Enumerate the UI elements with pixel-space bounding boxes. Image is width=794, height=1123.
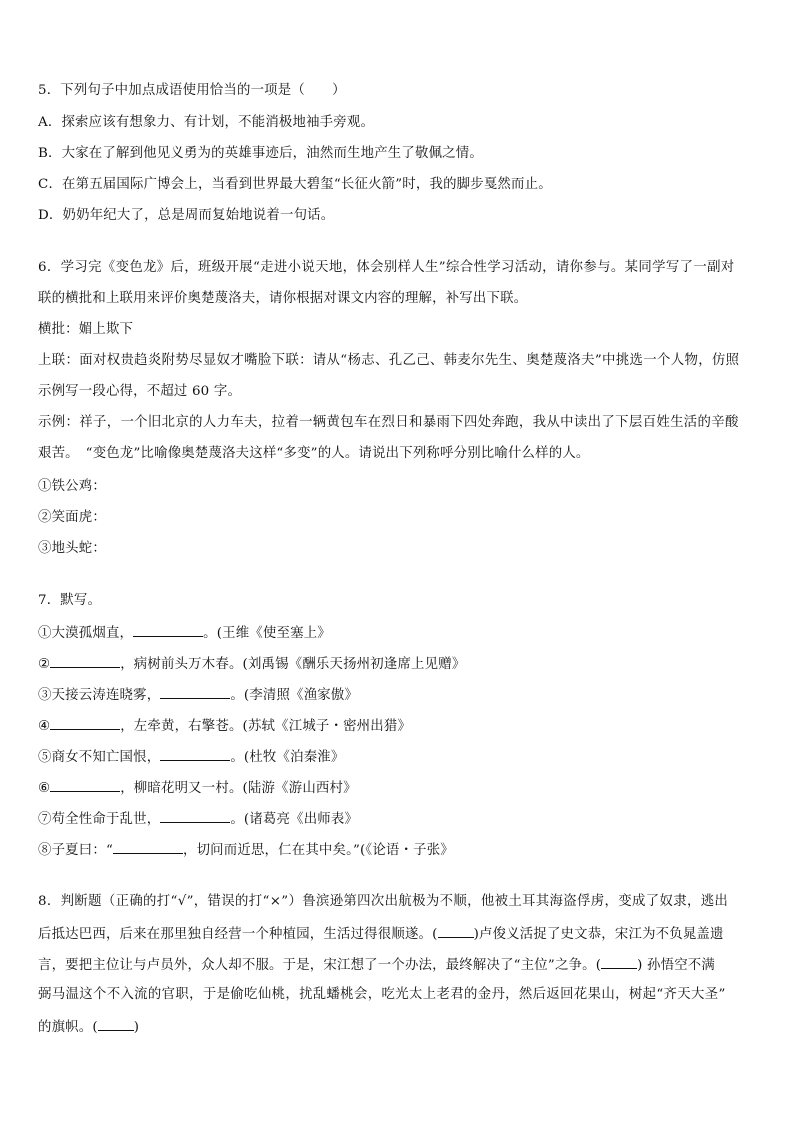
- q8-line-2: [38, 924, 760, 944]
- q7-item-8: [38, 840, 760, 860]
- q7-item-6: [38, 778, 760, 798]
- answer-blank[interactable]: [50, 778, 120, 792]
- q7-item-3-post: 。(李清照《渔家傲》: [230, 688, 359, 703]
- q7-stem: 7．默写。: [38, 593, 102, 608]
- q7-item-2: [38, 654, 760, 674]
- q6-line-1: 6．学习完《变色龙》后，班级开展“走进小说天地，体会别样人生”综合性学习活动，请你参与。某同学写了一副对: [38, 260, 735, 275]
- q6-line-10: ③地头蛇：: [38, 541, 106, 556]
- q6-line-8: ①铁公鸡：: [38, 479, 106, 494]
- q8-line-3-post: ) 孙悟空不满: [637, 958, 715, 973]
- answer-blank[interactable]: [50, 716, 120, 730]
- q6-line-6: 示例：祥子，一个旧北京的人力车夫，拉着一辆黄包车在烈日和暴雨下四处奔跑，我从中读出了下层百姓生活的辛酸: [38, 415, 739, 430]
- answer-blank[interactable]: [113, 840, 183, 854]
- q8-line-2-pre: 后抵达巴西，后来在那里独自经营一个种植园，生活过得很顺遂。(: [38, 927, 438, 942]
- q5-stem: 5．下列句子中加点成语使用恰当的一项是（ ）: [38, 83, 346, 98]
- q6-line-7: 艰苦。 “变色龙”比喻像奥楚蔑洛夫这样“多变”的人。请说出下列称呼分别比喻什么样的人。: [38, 446, 590, 461]
- q7-item-7-pre: ⑦苟全性命于乱世，: [38, 812, 161, 827]
- q8-line-3-pre: 言，要把主位让与卢员外，众人却不服。于是，宋江想了一个办法，最终解决了“主位”之争。(: [38, 958, 602, 973]
- q7-item-5-pre: ⑤商女不知亡国恨，: [38, 750, 161, 765]
- q7-item-1-post: 。(王维《使至塞上》: [203, 626, 331, 641]
- q8-line-5-post: ): [133, 1020, 140, 1035]
- q6-line-5: 示例写一段心得，不超过 60 字。: [38, 384, 242, 399]
- q7-item-8-pre: ⑧子夏曰：“: [38, 843, 113, 858]
- q6-line-3: 横批：媚上欺下: [38, 322, 134, 337]
- q5-option-c: C．在第五届国际广博会上，当看到世界最大碧玺“长征火箭”时，我的脚步戛然而止。: [38, 177, 552, 192]
- q8-line-3: [38, 955, 760, 975]
- q7-item-7-post: 。(诸葛亮《出师表》: [230, 812, 359, 827]
- q7-item-7: [38, 809, 760, 829]
- q7-item-8-post: ，切问而近思，仁在其中矣。”(《论语・子张》: [183, 843, 454, 858]
- answer-blank[interactable]: [438, 924, 474, 938]
- answer-blank[interactable]: [133, 623, 203, 637]
- q7-item-1-pre: ①大漠孤烟直，: [38, 626, 134, 641]
- answer-blank[interactable]: [160, 747, 230, 761]
- answer-blank[interactable]: [160, 685, 230, 699]
- q7-item-4-pre: ④: [38, 719, 51, 734]
- answer-blank[interactable]: [98, 1017, 134, 1031]
- q8-line-1: 8．判断题（正确的打“√”，错误的打“×”）鲁滨逊第四次出航极为不顺，他被土耳其海盗俘虏，变成了奴隶，逃出: [38, 894, 729, 909]
- q7-item-6-pre: ⑥: [38, 781, 51, 796]
- q8-line-4: 弼马温这个不入流的官职，于是偷吃仙桃，扰乱蟠桃会，吃光太上老君的金丹，然后返回花果山，树起“齐天大圣”: [38, 987, 726, 1002]
- q7-item-5-post: 。(杜牧《泊秦淮》: [230, 750, 345, 765]
- answer-blank[interactable]: [50, 654, 120, 668]
- q6-line-2: 联的横批和上联用来评价奥楚蔑洛夫，请你根据对课文内容的理解，补写出下联。: [38, 291, 528, 306]
- q7-item-6-post: ，柳暗花明又一村。(陆游《游山西村》: [120, 781, 357, 796]
- q6-line-4: 上联：面对权贵趋炎附势尽显奴才嘴脸下联：请从“杨志、孔乙己、韩麦尔先生、奥楚蔑洛夫”中挑选一个人物，仿照: [38, 353, 740, 368]
- answer-blank[interactable]: [601, 955, 637, 969]
- q8-line-2-post: )卢俊义活捉了史文恭，宋江为不负晁盖遗: [473, 927, 724, 942]
- q7-item-2-post: ，病树前头万木春。(刘禹锡《酬乐天扬州初逢席上见赠》: [120, 657, 466, 672]
- q6-line-9: ②笑面虎：: [38, 510, 106, 525]
- q7-item-4-post: ，左牵黄，右擎苍。(苏轼《江城子・密州出猎》: [120, 719, 412, 734]
- q8-line-5: [38, 1017, 760, 1037]
- q5-option-a: A．探索应该有想象力、有计划，不能消极地袖手旁观。: [38, 115, 375, 130]
- q7-item-5: [38, 747, 760, 767]
- q5-option-b: B．大家在了解到他见义勇为的英雄事迹后，油然而生地产生了敬佩之情。: [38, 146, 483, 161]
- q7-item-3: [38, 685, 760, 705]
- answer-blank[interactable]: [160, 809, 230, 823]
- q7-item-2-pre: ②: [38, 657, 51, 672]
- q8-line-5-pre: 的旗帜。(: [38, 1020, 98, 1035]
- q5-option-d: D．奶奶年纪大了，总是周而复始地说着一句话。: [38, 208, 335, 223]
- q7-item-4: [38, 716, 760, 736]
- q7-item-3-pre: ③天接云涛连晓雾，: [38, 688, 161, 703]
- q7-item-1: [38, 623, 760, 643]
